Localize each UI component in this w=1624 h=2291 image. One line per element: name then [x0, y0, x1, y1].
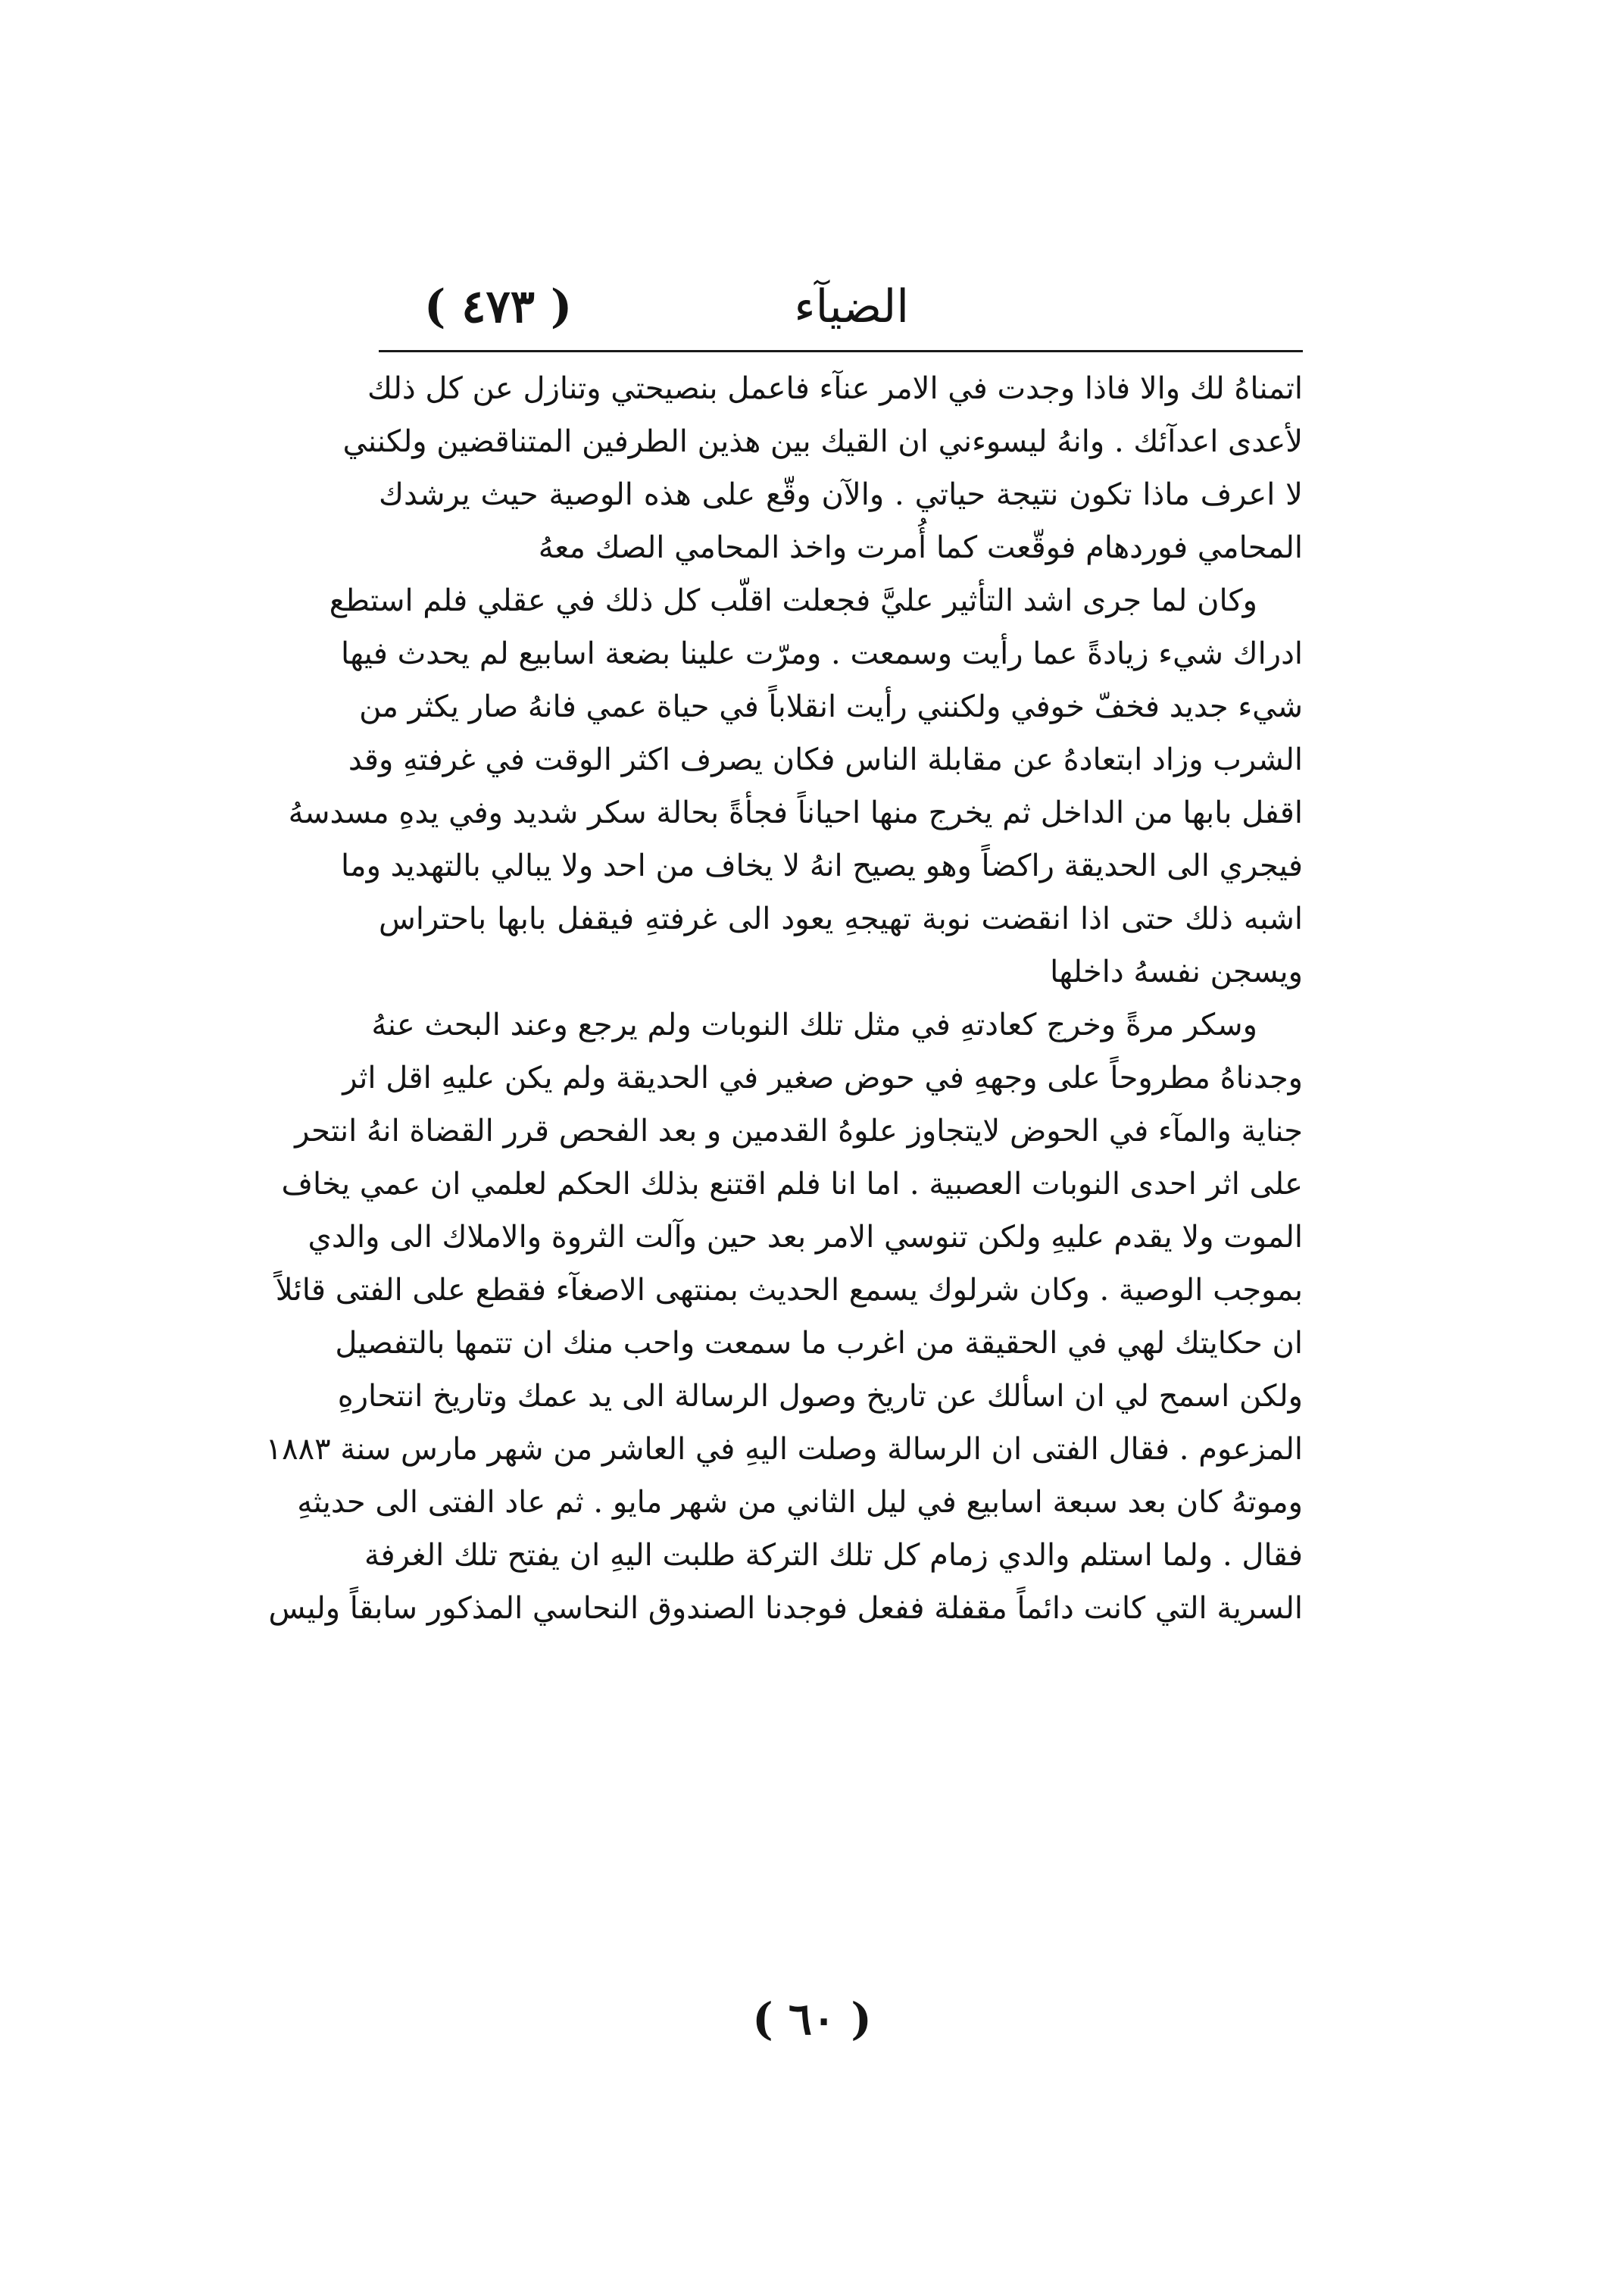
- text-line: وموتهُ كان بعد سبعة اسابيع في ليل الثاني من شهر مايو . ثم عاد الفتى الى حديثهِ: [297, 1485, 1303, 1520]
- text-line: اشبه ذلك حتى اذا انقضت نوبة تهيجهِ يعود الى غرفتهِ فيقفل بابها باحتراس: [379, 902, 1303, 936]
- body-text: [265, 362, 1303, 1635]
- text-line: فقال . ولما استلم والدي زمام كل تلك التركة طلبت اليهِ ان يفتح تلك الغرفة: [364, 1538, 1303, 1573]
- text-line: الموت ولا يقدم عليهِ ولكن تنوسي الامر بعد حين وآلت الثروة والاملاك الى والدي: [308, 1220, 1303, 1255]
- text-line: المزعوم . فقال الفتى ان الرسالة وصلت اليهِ في العاشر من شهر مارس سنة ١٨٨٣: [265, 1432, 1303, 1467]
- text-line: الشرب وزاد ابتعادهُ عن مقابلة الناس فكان يصرف اكثر الوقت في غرفتهِ وقد: [348, 742, 1303, 777]
- text-line: لا اعرف ماذا تكون نتيجة حياتي . والآن وقّع على هذه الوصية حيث يرشدك: [379, 477, 1303, 512]
- text-line: وجدناهُ مطروحاً على وجههِ في حوض صغير في الحديقة ولم يكن عليهِ اقل اثر: [342, 1061, 1303, 1095]
- text-line: فيجري الى الحديقة راكضاً وهو يصيح انهُ لا يخاف من احد ولا يبالي بالتهديد وما: [340, 849, 1303, 883]
- text-line: وسكر مرةً وخرج كعادتهِ في مثل تلك النوبات ولم يرجع وعند البحث عنهُ: [371, 1008, 1257, 1042]
- text-line: اقفل بابها من الداخل ثم يخرج منها احياناً فجأةً بحالة سكر شديد وفي يدهِ مسدسهُ: [288, 795, 1303, 830]
- text-line: ولكن اسمح لي ان اسألك عن تاريخ وصول الرسالة الى يد عمك وتاريخ انتحارهِ: [337, 1379, 1303, 1414]
- text-line: وكان لما جرى اشد التأثير عليَّ فجعلت اقلّب كل ذلك في عقلي فلم استطع: [329, 583, 1257, 618]
- journal-title: الضيآء: [794, 280, 909, 333]
- text-line: جناية والمآء في الحوض لايتجاوز علوهُ القدمين و بعد الفحص قرر القضاة انهُ انتحر: [295, 1114, 1303, 1149]
- text-line: ادراك شيء زيادةً عما رأيت وسمعت . ومرّت علينا بضعة اسابيع لم يحدث فيها: [341, 636, 1303, 671]
- journal-page-number: ( ٤٧٣ ): [424, 280, 573, 333]
- footer-page-number: ( ٦٠ ): [752, 1993, 872, 2045]
- text-line: المحامي فوردهام فوقّعت كما أُمرت واخذ المحامي الصك معهُ: [538, 530, 1303, 565]
- text-line: على اثر احدى النوبات العصبية . اما انا فلم اقتنع بذلك الحكم لعلمي ان عمي يخاف: [281, 1167, 1303, 1202]
- header-rule: [379, 350, 1303, 352]
- text-line: بموجب الوصية . وكان شرلوك يسمع الحديث بمنتهى الاصغآء فقطع على الفتى قائلاً: [275, 1273, 1303, 1308]
- text-line: شيء جديد فخفّ خوفي ولكنني رأيت انقلاباً في حياة عمي فانهُ صار يكثر من: [359, 689, 1303, 724]
- text-line: لأعدى اعدآئك . وانهُ ليسوءني ان القيك بين هذين الطرفين المتناقضين ولكنني: [342, 424, 1303, 459]
- page-footer: [0, 1985, 1624, 2053]
- text-line: السرية التي كانت دائماً مقفلة ففعل فوجدنا الصندوق النحاسي المذكور سابقاً وليس: [268, 1591, 1303, 1626]
- text-line: اتمناهُ لك والا فاذا وجدت في الامر عنآء فاعمل بنصيحتي وتنازل عن كل ذلك: [367, 371, 1303, 406]
- text-line: ان حكايتك لهي في الحقيقة من اغرب ما سمعت واحب منك ان تتمها بالتفصيل: [335, 1326, 1303, 1361]
- text-line: ويسجن نفسهُ داخلها: [1050, 955, 1303, 989]
- running-header: [379, 277, 1303, 337]
